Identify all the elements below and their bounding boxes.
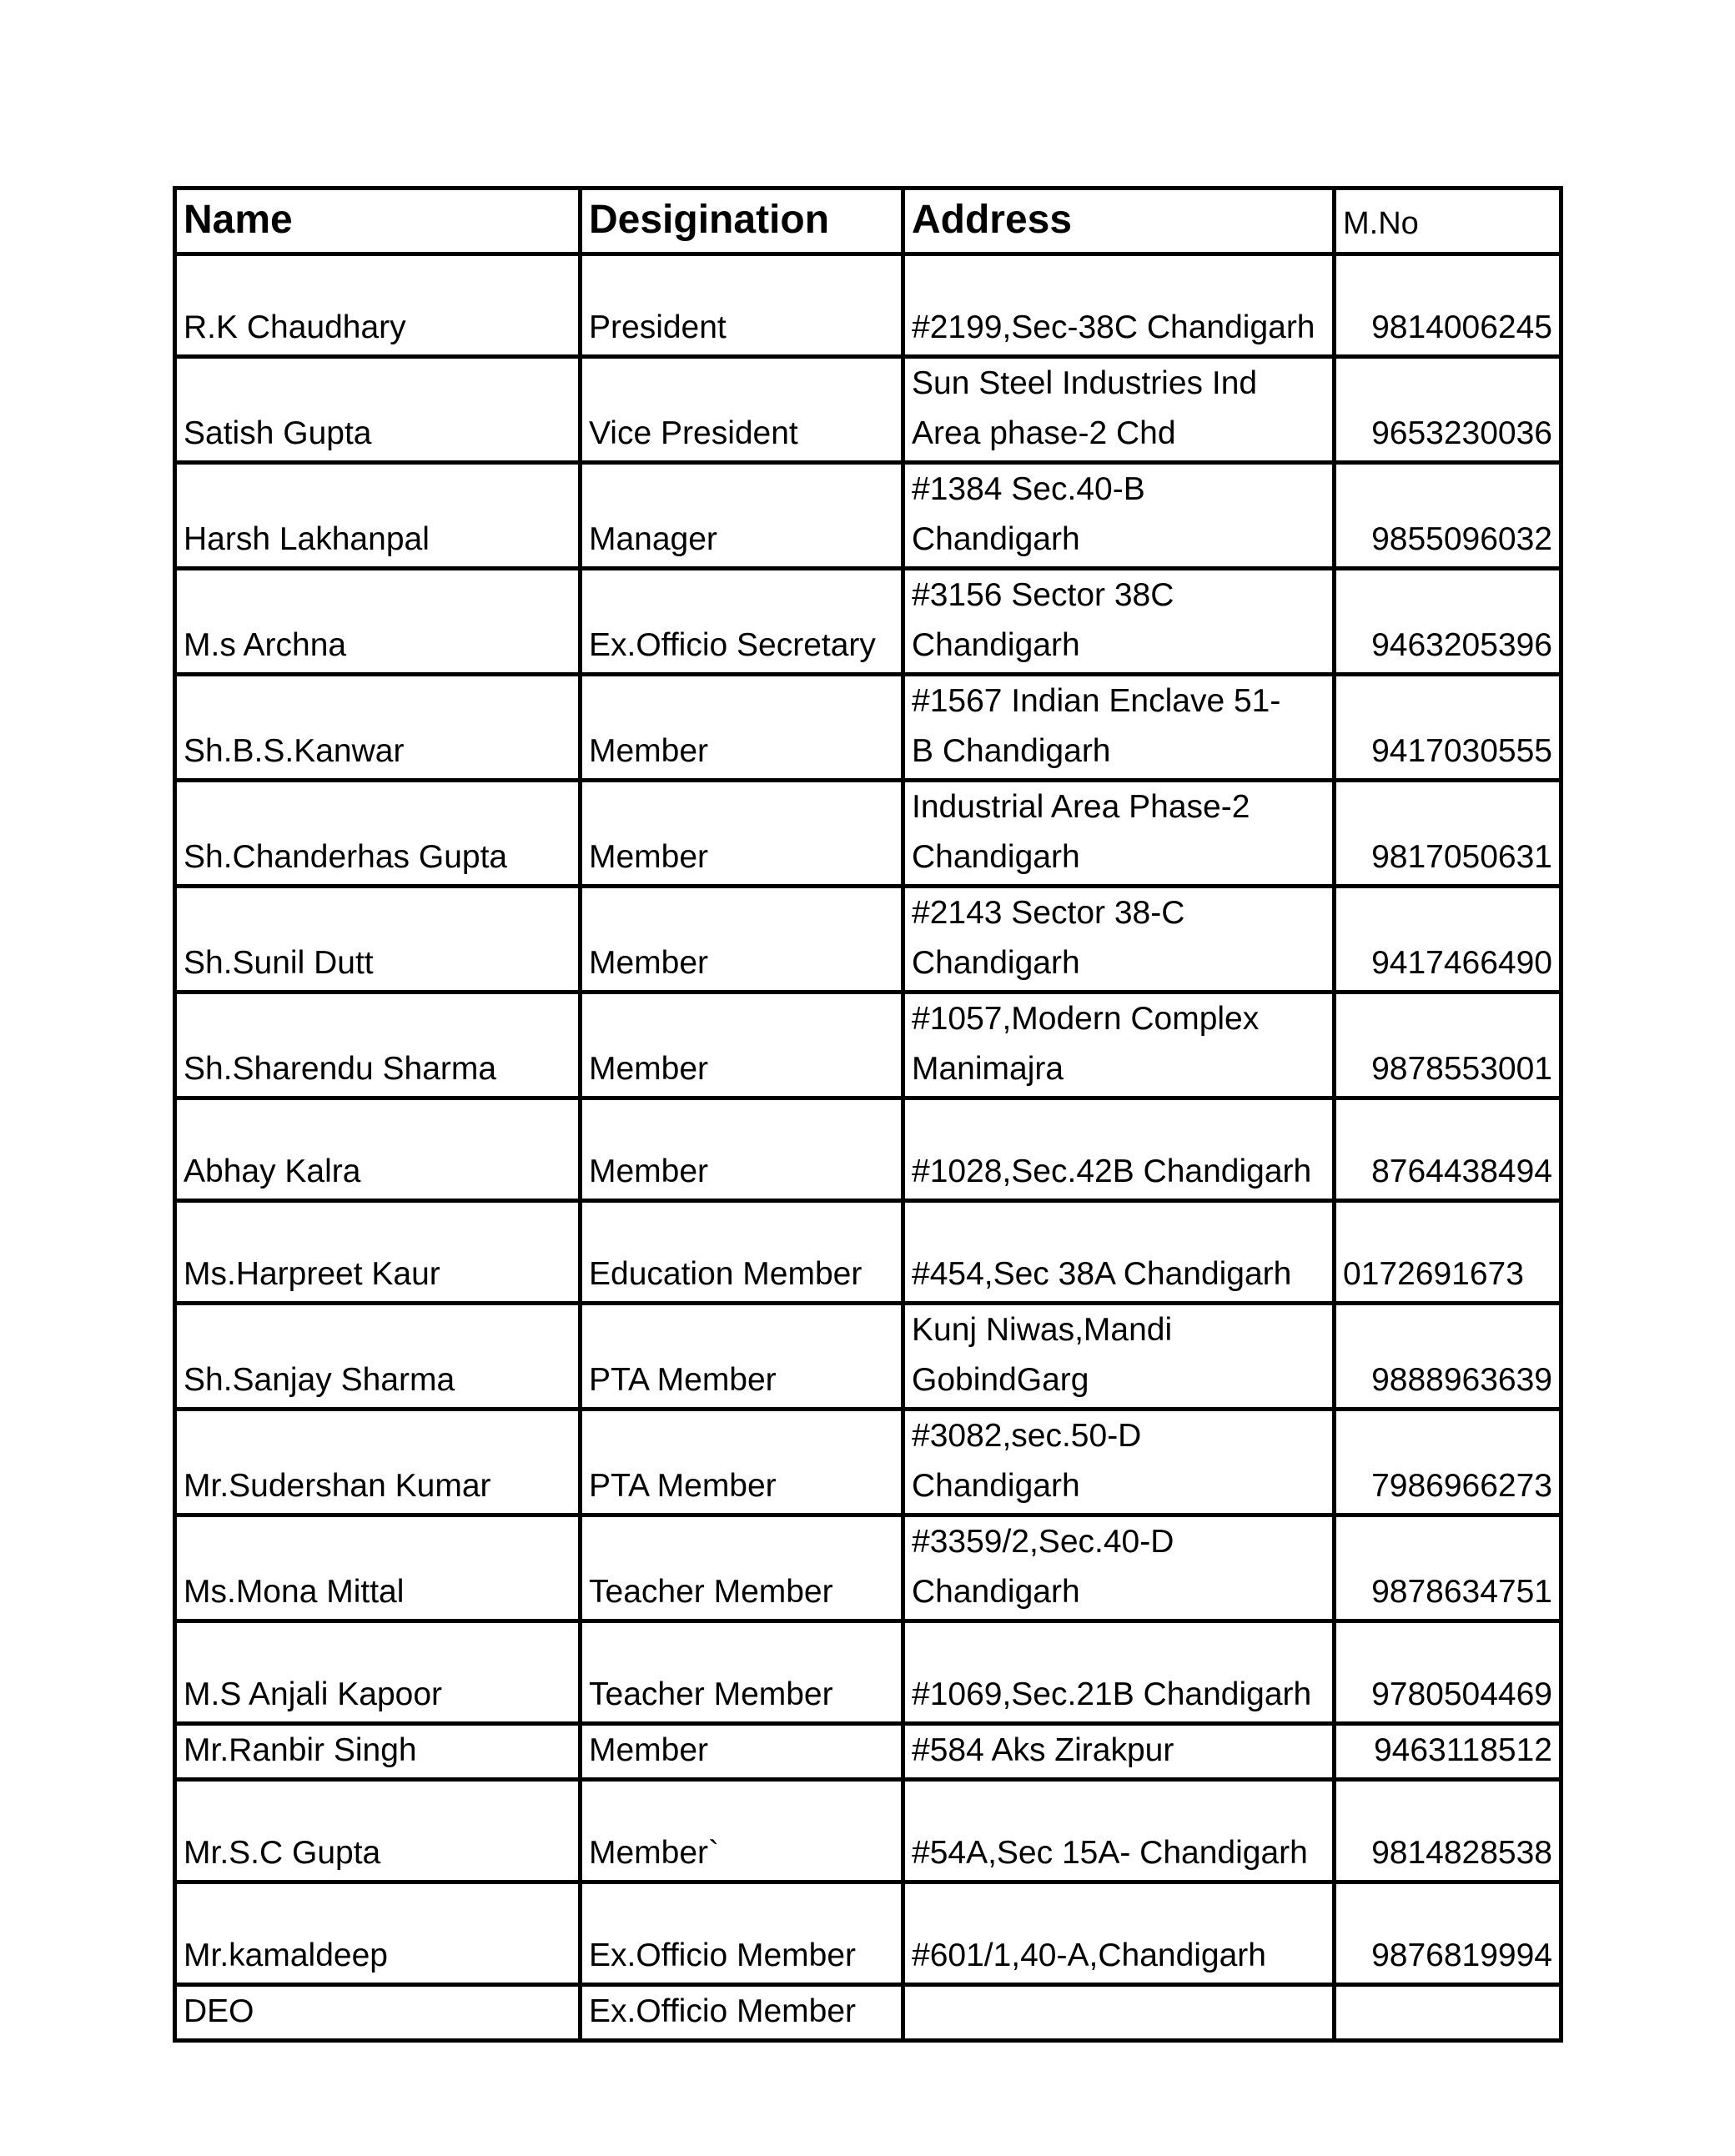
table-row xyxy=(175,887,1562,993)
cell-mobile: 9417030555 xyxy=(1335,675,1562,781)
cell-address xyxy=(903,675,1335,781)
cell-name: Sh.Sanjay Sharma xyxy=(175,1304,581,1410)
cell-name: DEO xyxy=(175,1985,581,2041)
address-line: Chandigarh xyxy=(912,627,1080,663)
address-line: #1028,Sec.42B Chandigarh xyxy=(912,1153,1312,1189)
address-line: #3082,sec.50-D xyxy=(912,1418,1142,1454)
cell-mobile: 9463205396 xyxy=(1335,569,1562,675)
cell-address xyxy=(903,254,1335,357)
header-row xyxy=(175,188,1562,254)
address-line: #3359/2,Sec.40-D xyxy=(912,1524,1174,1560)
cell-designation: Teacher Member xyxy=(581,1621,903,1724)
table-row xyxy=(175,1985,1562,2041)
table-row xyxy=(175,1780,1562,1882)
address-line: Kunj Niwas,Mandi xyxy=(912,1312,1173,1348)
cell-mobile: 9817050631 xyxy=(1335,781,1562,887)
cell-designation: Ex.Officio Member xyxy=(581,1882,903,1985)
address-line: GobindGarg xyxy=(912,1362,1089,1398)
cell-designation: Teacher Member xyxy=(581,1515,903,1621)
table-row xyxy=(175,463,1562,569)
members-table xyxy=(173,186,1563,2043)
address-line: Chandigarh xyxy=(912,1468,1080,1504)
cell-address xyxy=(903,1621,1335,1724)
table-row xyxy=(175,1304,1562,1410)
cell-mobile: 9878553001 xyxy=(1335,993,1562,1098)
cell-mobile: 9876819994 xyxy=(1335,1882,1562,1985)
address-line: Chandigarh xyxy=(912,839,1080,875)
table-row xyxy=(175,1515,1562,1621)
cell-name: Sh.Sunil Dutt xyxy=(175,887,581,993)
cell-address xyxy=(903,463,1335,569)
cell-designation: Vice President xyxy=(581,357,903,463)
cell-mobile: 0172691673 xyxy=(1335,1201,1562,1304)
address-line: #1069,Sec.21B Chandigarh xyxy=(912,1676,1312,1712)
cell-address xyxy=(903,887,1335,993)
cell-address xyxy=(903,993,1335,1098)
cell-mobile: 9417466490 xyxy=(1335,887,1562,993)
cell-designation: Ex.Officio Member xyxy=(581,1985,903,2041)
address-line: Manimajra xyxy=(912,1051,1064,1087)
header-mobile: M.No xyxy=(1335,188,1562,254)
cell-designation: Education Member xyxy=(581,1201,903,1304)
cell-mobile: 9463118512 xyxy=(1335,1724,1562,1780)
cell-mobile: 9780504469 xyxy=(1335,1621,1562,1724)
cell-mobile: 9814006245 xyxy=(1335,254,1562,357)
header-address: Address xyxy=(903,188,1335,254)
cell-designation: Member` xyxy=(581,1780,903,1882)
cell-name: Abhay Kalra xyxy=(175,1098,581,1201)
cell-designation: Member xyxy=(581,675,903,781)
address-line: Chandigarh xyxy=(912,521,1080,557)
cell-address xyxy=(903,781,1335,887)
cell-designation: President xyxy=(581,254,903,357)
cell-designation: Ex.Officio Secretary xyxy=(581,569,903,675)
cell-name: M.S Anjali Kapoor xyxy=(175,1621,581,1724)
cell-mobile: 9814828538 xyxy=(1335,1780,1562,1882)
address-line: #2143 Sector 38-C xyxy=(912,895,1185,931)
address-line: #601/1,40-A,Chandigarh xyxy=(912,1937,1266,1973)
cell-address xyxy=(903,357,1335,463)
address-line: Chandigarh xyxy=(912,945,1080,981)
cell-address xyxy=(903,569,1335,675)
cell-designation: Member xyxy=(581,993,903,1098)
cell-name: Mr.kamaldeep xyxy=(175,1882,581,1985)
address-line: Area phase-2 Chd xyxy=(912,415,1176,451)
cell-name: Sh.Sharendu Sharma xyxy=(175,993,581,1098)
address-line: B Chandigarh xyxy=(912,733,1111,769)
cell-address xyxy=(903,1882,1335,1985)
cell-name: R.K Chaudhary xyxy=(175,254,581,357)
cell-address xyxy=(903,1410,1335,1515)
cell-name: Satish Gupta xyxy=(175,357,581,463)
cell-designation: PTA Member xyxy=(581,1304,903,1410)
header-designation: Desigination xyxy=(581,188,903,254)
table-row xyxy=(175,1201,1562,1304)
cell-designation: Member xyxy=(581,1724,903,1780)
cell-designation: PTA Member xyxy=(581,1410,903,1515)
table-row xyxy=(175,1724,1562,1780)
cell-name: Ms.Harpreet Kaur xyxy=(175,1201,581,1304)
table-row xyxy=(175,1098,1562,1201)
cell-mobile: 9888963639 xyxy=(1335,1304,1562,1410)
address-line: Industrial Area Phase-2 xyxy=(912,789,1250,825)
address-line: #1384 Sec.40-B xyxy=(912,471,1145,507)
table-row xyxy=(175,569,1562,675)
cell-address xyxy=(903,1098,1335,1201)
address-line: #1057,Modern Complex xyxy=(912,1001,1260,1037)
cell-mobile xyxy=(1335,1985,1562,2041)
address-line: #3156 Sector 38C xyxy=(912,577,1174,613)
cell-name: Sh.B.S.Kanwar xyxy=(175,675,581,781)
cell-name: Harsh Lakhanpal xyxy=(175,463,581,569)
header-name: Name xyxy=(175,188,581,254)
cell-mobile: 9855096032 xyxy=(1335,463,1562,569)
table-row xyxy=(175,254,1562,357)
table-body xyxy=(175,254,1562,2041)
cell-mobile: 7986966273 xyxy=(1335,1410,1562,1515)
table-row xyxy=(175,675,1562,781)
cell-mobile: 9878634751 xyxy=(1335,1515,1562,1621)
address-line: Sun Steel Industries Ind xyxy=(912,365,1258,401)
cell-address xyxy=(903,1724,1335,1780)
cell-address xyxy=(903,1304,1335,1410)
cell-mobile: 8764438494 xyxy=(1335,1098,1562,1201)
cell-designation: Member xyxy=(581,1098,903,1201)
address-line: #1567 Indian Enclave 51- xyxy=(912,683,1281,719)
cell-name: M.s Archna xyxy=(175,569,581,675)
cell-designation: Member xyxy=(581,887,903,993)
cell-designation: Manager xyxy=(581,463,903,569)
cell-name: Ms.Mona Mittal xyxy=(175,1515,581,1621)
table-row xyxy=(175,1882,1562,1985)
table-row xyxy=(175,1410,1562,1515)
cell-address xyxy=(903,1515,1335,1621)
address-line: #2199,Sec-38C Chandigarh xyxy=(912,309,1315,345)
table-row xyxy=(175,993,1562,1098)
address-line: #454,Sec 38A Chandigarh xyxy=(912,1256,1292,1292)
cell-name: Sh.Chanderhas Gupta xyxy=(175,781,581,887)
cell-designation: Member xyxy=(581,781,903,887)
address-line: Chandigarh xyxy=(912,1574,1080,1610)
cell-address xyxy=(903,1201,1335,1304)
cell-mobile: 9653230036 xyxy=(1335,357,1562,463)
table-row xyxy=(175,1621,1562,1724)
cell-name: Mr.S.C Gupta xyxy=(175,1780,581,1882)
cell-address xyxy=(903,1985,1335,2041)
table-row xyxy=(175,781,1562,887)
cell-address xyxy=(903,1780,1335,1882)
address-line: #584 Aks Zirakpur xyxy=(912,1732,1174,1768)
cell-name: Mr.Sudershan Kumar xyxy=(175,1410,581,1515)
table-row xyxy=(175,357,1562,463)
address-line: #54A,Sec 15A- Chandigarh xyxy=(912,1835,1308,1871)
cell-name: Mr.Ranbir Singh xyxy=(175,1724,581,1780)
